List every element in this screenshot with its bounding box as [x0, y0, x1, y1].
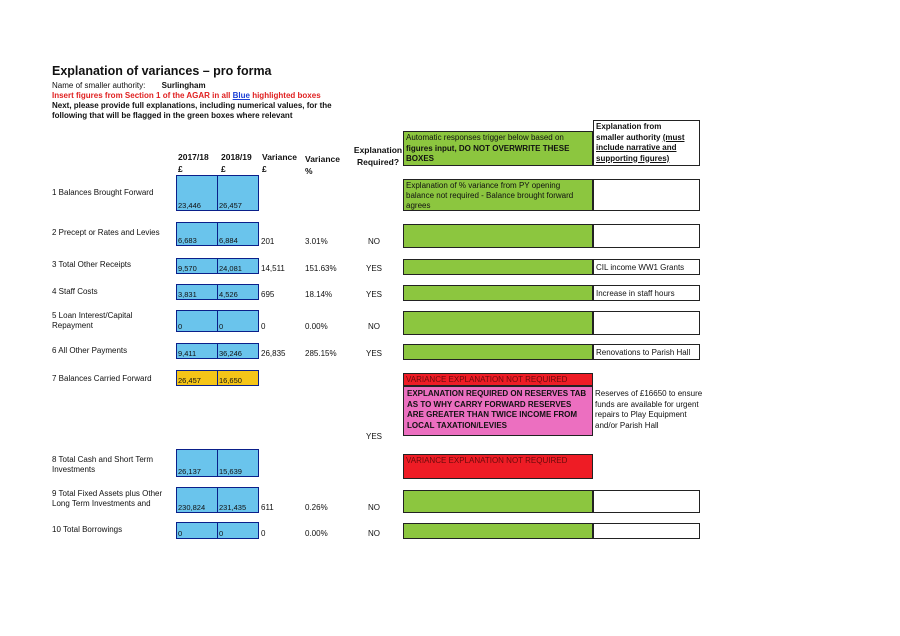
next-instruction-1: Next, please provide full explanations, including numerical values, for the — [52, 101, 332, 110]
instruction-line: Insert figures from Section 1 of the AGAR in all Blue highlighted boxes — [52, 91, 321, 100]
variance-pct: 151.63% — [305, 264, 337, 273]
explanation-input[interactable] — [593, 490, 700, 513]
row-label: 7 Balances Carried Forward — [52, 374, 152, 383]
explanation-input[interactable] — [593, 224, 700, 248]
explanation-input[interactable] — [593, 311, 700, 335]
auto-response-pink: EXPLANATION REQUIRED ON RESERVES TAB AS TO WHY CARRY FORWARD RESERVES ARE GREATER THAN TWICE INCOME FROM LOCAL TAXATION/LEVIES — [403, 386, 593, 436]
col-variance: Variance £ — [262, 152, 297, 174]
explanation-input[interactable]: CIL income WW1 Grants — [593, 259, 700, 275]
explanation-input[interactable]: Increase in staff hours — [593, 285, 700, 301]
value-2017-18[interactable]: 6,683 — [176, 222, 218, 246]
value-2018-19[interactable]: 6,884 — [217, 222, 259, 246]
value-2017-18[interactable]: 23,446 — [176, 175, 218, 211]
blue-highlight-word: Blue — [232, 91, 250, 100]
value-2018-19[interactable]: 26,457 — [217, 175, 259, 211]
row-label: 3 Total Other Receipts — [52, 260, 132, 269]
value-2017-18[interactable]: 0 — [176, 310, 218, 332]
authority-line — [52, 81, 206, 90]
auto-response: Explanation of % variance from PY opening balance not required - Balance brought forward agrees — [403, 179, 593, 211]
auto-responses-header: Automatic responses trigger below based on figures input, DO NOT OVERWRITE THESE BOXES — [403, 131, 593, 166]
variance-value: 0 — [261, 322, 266, 331]
explanation-required: YES — [366, 432, 383, 441]
explanation-required: YES — [366, 290, 383, 299]
variance-pct: 0.26% — [305, 503, 328, 512]
value-2017-18: 26,457 — [176, 370, 218, 386]
value-2018-19[interactable]: 0 — [217, 310, 259, 332]
explanation-text[interactable]: Reserves of £16650 to ensure funds are available for urgent repairs to Play Equipment and/or Parish Hall — [595, 389, 703, 430]
value-2018-19[interactable]: 4,526 — [217, 284, 259, 300]
variance-value: 0 — [261, 529, 266, 538]
auto-response-red: VARIANCE EXPLANATION NOT REQUIRED — [403, 454, 593, 479]
value-2017-18[interactable]: 9,411 — [176, 343, 218, 359]
page-title: Explanation of variances – pro forma — [52, 64, 272, 78]
auto-response — [403, 523, 593, 539]
col-explanation-required: Explanation Required? — [353, 145, 403, 167]
value-2018-19[interactable]: 231,435 — [217, 487, 259, 513]
variance-value: 14,511 — [261, 264, 285, 273]
variance-value: 611 — [261, 503, 274, 512]
row-label: 6 All Other Payments — [52, 346, 128, 355]
explanation-required: NO — [368, 237, 380, 246]
variance-pct: 285.15% — [305, 349, 337, 358]
col-2018-19: 2018/19 £ — [221, 152, 252, 174]
row-label: 8 Total Cash and Short Term Investments — [52, 455, 154, 474]
row-label: 5 Loan Interest/Capital Repayment — [52, 311, 133, 330]
variance-value: 201 — [261, 237, 275, 246]
explanation-header: Explanation from smaller authority (must include narrative and supporting figures) — [593, 120, 700, 166]
value-2017-18[interactable]: 230,824 — [176, 487, 218, 513]
variance-pct: 0.00% — [305, 322, 328, 331]
explanation-required: YES — [366, 349, 383, 358]
next-instruction-2: following that will be flagged in the green boxes where relevant — [52, 111, 293, 120]
authority-label: Name of smaller authority: — [52, 81, 146, 90]
explanation-input[interactable] — [593, 179, 700, 211]
explanation-input[interactable]: Renovations to Parish Hall — [593, 344, 700, 360]
explanation-required: YES — [366, 264, 383, 273]
auto-response — [403, 285, 593, 301]
row-label: 2 Precept or Rates and Levies — [52, 228, 160, 237]
auto-response-red: VARIANCE EXPLANATION NOT REQUIRED — [403, 373, 593, 386]
value-2018-19[interactable]: 24,081 — [217, 258, 259, 274]
variance-pct: 3.01% — [305, 237, 328, 246]
explanation-input[interactable] — [593, 523, 700, 539]
value-2018-19[interactable]: 36,246 — [217, 343, 259, 359]
row-label: 1 Balances Brought Forward — [52, 188, 154, 197]
value-2017-18[interactable]: 9,570 — [176, 258, 218, 274]
variance-value: 695 — [261, 290, 275, 299]
col-variance-pct: Variance % — [305, 154, 340, 176]
auto-response — [403, 224, 593, 248]
value-2017-18[interactable]: 3,831 — [176, 284, 218, 300]
authority-name: Surlingham — [161, 81, 206, 90]
row-label: 10 Total Borrowings — [52, 525, 123, 534]
variance-value: 26,835 — [261, 349, 286, 358]
value-2017-18[interactable]: 26,137 — [176, 449, 218, 477]
variance-pct: 18.14% — [305, 290, 333, 299]
value-2017-18[interactable]: 0 — [176, 522, 218, 539]
value-2018-19: 16,650 — [217, 370, 259, 386]
auto-response — [403, 259, 593, 275]
auto-response — [403, 490, 593, 513]
value-2018-19[interactable]: 0 — [217, 522, 259, 539]
row-label: 9 Total Fixed Assets plus Other Long Term Investments and — [52, 489, 163, 508]
explanation-required: NO — [368, 322, 380, 331]
value-2018-19[interactable]: 15,639 — [217, 449, 259, 477]
auto-response — [403, 344, 593, 360]
explanation-required: NO — [368, 503, 380, 512]
explanation-required: NO — [368, 529, 380, 538]
auto-response — [403, 311, 593, 335]
row-label: 4 Staff Costs — [52, 287, 98, 296]
col-2017-18: 2017/18 £ — [178, 152, 209, 174]
variance-pct: 0.00% — [305, 529, 328, 538]
